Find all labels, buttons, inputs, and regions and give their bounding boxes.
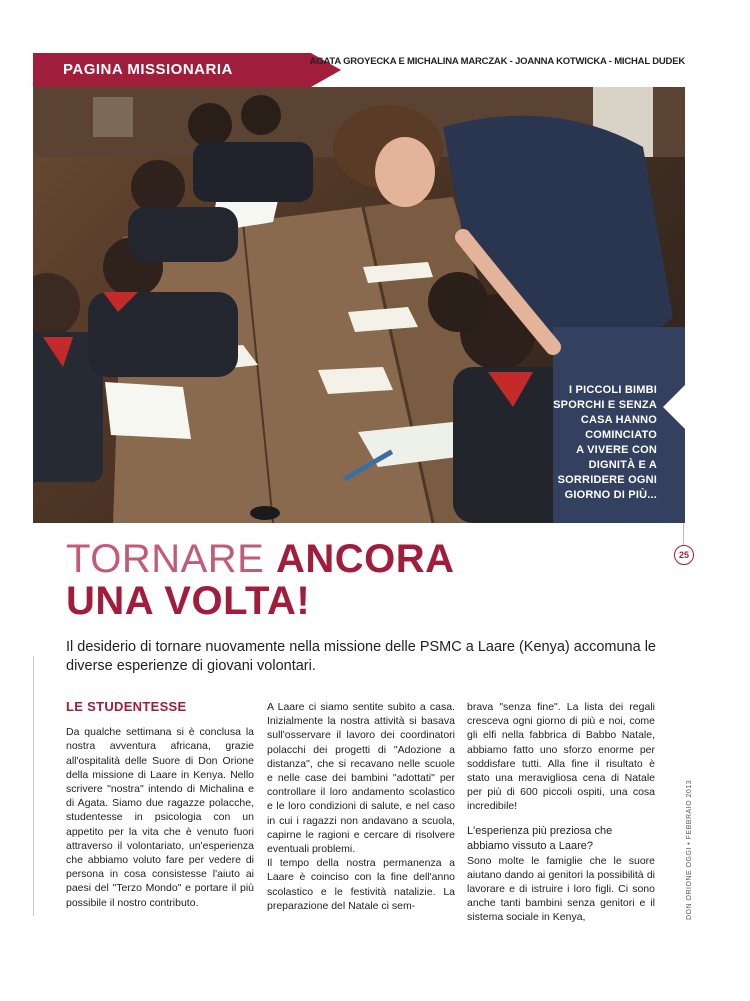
page-number: 25 xyxy=(674,545,694,565)
side-divider xyxy=(683,523,684,545)
authors-line: AGATA GROYECKA E MICHALINA MARCZAK - JOANNA KOTWICKA - MICHAL DUDEK xyxy=(309,56,685,67)
title-part-light: TORNARE xyxy=(66,537,276,581)
caption-line: DIGNITÀ E A xyxy=(588,459,657,471)
caption-line: SPORCHI E SENZA xyxy=(553,399,657,411)
section-heading: LE STUDENTESSE xyxy=(66,699,187,714)
text-column-3 xyxy=(467,700,655,925)
classroom-photo xyxy=(33,87,685,523)
article-subtitle: Il desiderio di tornare nuovamente nella missione delle PSMC a Laare (Kenya) accomuna le diverse esperienze di giovani volontari. xyxy=(66,639,656,674)
text-column-1 xyxy=(66,700,254,910)
left-margin-rule xyxy=(33,656,34,916)
caption-line: CASA HANNO xyxy=(580,414,657,426)
paragraph: brava "senza fine". La lista dei regali cresceva ogni giorno di più e noi, come gli elfi nella fabbrica di Babbo Natale, abbiamo fatto uno sforzo enorme per soddisfare tutti. Alla fine il risultato è stato una meravigliosa cena di Natale per più di 600 piccoli ospiti, una cosa incredibile! xyxy=(467,701,655,813)
page-header xyxy=(33,53,685,87)
caption-line: A VIVERE CON xyxy=(576,444,657,456)
caption-line: GIORNO DI PIÙ... xyxy=(564,489,657,501)
folio-vertical: DON ORIONE OGGI • FEBBRAIO 2013 xyxy=(686,779,693,920)
paragraph: Il tempo della nostra permanenza a Laare è coinciso con la fine dell'anno scolastico e le festività natalizie. La preparazione del Natale ci sem- xyxy=(267,857,455,912)
paragraph: Da qualche settimana si è conclusa la nostra avventura africana, grazie all'ospitalità delle Suore di Don Orione della missione di Laare in Kenya. Nello scrivere "nostra" intendo di Michalina e di Agata. Siamo due ragazze polacche, studentesse in psicologia con un appetito per la vita che è venuto fuori attraverso il volontariato, un'esperienza che abbiamo voluto fare per vedere di persona in cosa consistesse l'aiuto ai paesi del "Terzo Mondo" e portare il più possibile il nostro contributo. xyxy=(66,726,254,909)
section-tag: PAGINA MISSIONARIA xyxy=(33,53,311,87)
caption-pointer xyxy=(663,385,685,429)
caption-line: I PICCOLI BIMBI xyxy=(569,384,657,396)
photo-caption xyxy=(547,383,657,503)
article-title xyxy=(66,538,626,622)
paragraph: A Laare ci siamo sentite subito a casa. Inizialmente la nostra attività si basava sull'osservare il lavoro dei coordinatori polacchi dei progetti di "Adozione a distanza", che si recavano nelle scuole e nelle case dei bambini "adottati" per controllare il loro andamento scolastico e le loro condizioni di salute, e nel caso in cui i ragazzi non andavano a scuola, capirne le ragioni e cercare di risolvere eventuali problemi. xyxy=(267,701,455,856)
question-heading: L'esperienza più preziosa che abbiamo vissuto a Laare? xyxy=(467,824,613,852)
title-part-dark: ANCORA xyxy=(275,537,455,581)
caption-line: SORRIDERE OGNI xyxy=(557,474,657,486)
text-column-2 xyxy=(267,700,455,913)
caption-line: COMINCIATO xyxy=(585,429,657,441)
paragraph: Sono molte le famiglie che le suore aiutano dando ai genitori la possibilità di lavorare e di istruire i loro figli. Ci sono anche tanti bambini senza genitori e il sistema sociale in Kenya, xyxy=(467,854,655,924)
title-line-two: UNA VOLTA! xyxy=(66,579,311,623)
